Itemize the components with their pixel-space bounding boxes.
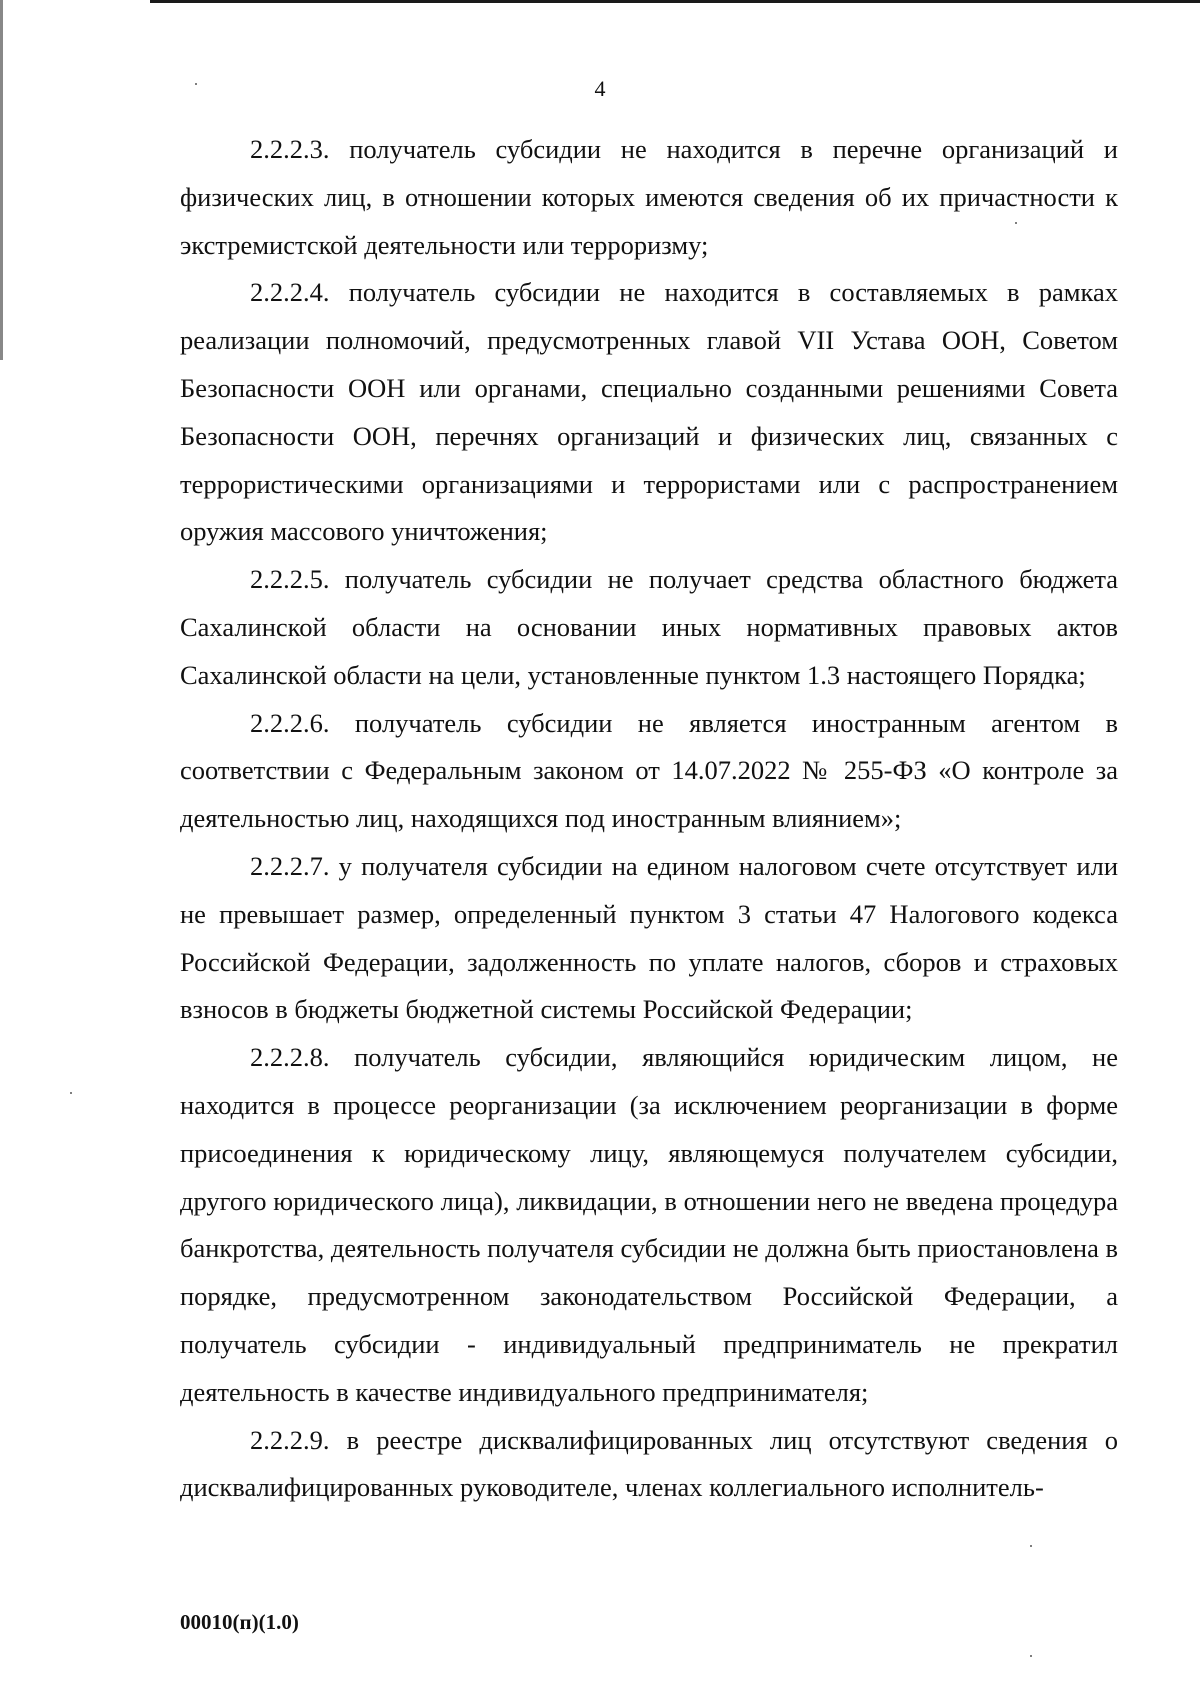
paragraph-2-2-2-7: 2.2.2.7. у получателя субсидии на едином налоговом счете отсутствует или не превышает размер, определенный пунктом 3 статьи 47 Налогового кодекса Российской Федерации, задолженность по уплате налогов, сборов и страховых взносов в бюджеты бюджетной системы Российской Федерации; xyxy=(180,850,1118,1025)
paragraph-2-2-2-5: 2.2.2.5. получатель субсидии не получает средства областного бюджета Сахалинской области на основании иных нормативных правовых актов Сахалинской области на цели, установленные пунктом 1.3 настоящего Порядка; xyxy=(180,564,1118,690)
scan-speck xyxy=(1030,1655,1032,1657)
paragraph-2-2-2-9: 2.2.2.9. в реестре дисквалифицированных лиц отсутствуют сведения о дисквалифицированных руководителе, членах коллегиального исполнитель- xyxy=(180,1424,1118,1503)
paragraph-2-2-2-3: 2.2.2.3. получатель субсидии не находится в перечне организаций и физических лиц, в отношении которых имеются сведения об их причастности к экстремистской деятельности или терроризму; xyxy=(180,134,1118,260)
document-code: 00010(п)(1.0) xyxy=(180,1610,299,1634)
paragraph-2-2-2-4: 2.2.2.4. получатель субсидии не находится в составляемых в рамках реализации полномочий, предусмотренных главой VII Устава ООН, Советом Безопасности ООН или органами, специально созданными решениями Совета Безопасности ООН, перечнях организаций и физических лиц, связанных с террористическими организациями и террористами или с распространением оружия массового уничтожения; xyxy=(180,277,1118,547)
document-body xyxy=(180,126,1118,1512)
scan-speck xyxy=(1030,1545,1032,1547)
paragraph-2-2-2-6: 2.2.2.6. получатель субсидии не является иностранным агентом в соответствии с Федеральным законом от 14.07.2022 № 255-ФЗ «О контроле за деятельностью лиц, находящихся под иностранным влиянием»; xyxy=(180,707,1118,834)
page-number: 4 xyxy=(594,76,606,101)
scan-speck xyxy=(195,83,197,85)
scan-speck xyxy=(70,1092,72,1094)
paragraph-2-2-2-8: 2.2.2.8. получатель субсидии, являющийся юридическим лицом, не находится в процессе реорганизации (за исключением реорганизации в форме присоединения к юридическому лицу, являющемуся получателем субсидии, другого юридического лица), ликвидации, в отношении него не введена процедура банкротства, деятельность получателя субсидии не должна быть приостановлена в порядке, предусмотренном законодательством Российской Федерации, а получатель субсидии - индивидуальный предприниматель не прекратил деятельность в качестве индивидуального предпринимателя; xyxy=(180,1042,1118,1407)
scan-left-edge xyxy=(0,0,3,360)
scan-top-border xyxy=(150,0,1200,3)
scan-speck xyxy=(1015,222,1017,224)
